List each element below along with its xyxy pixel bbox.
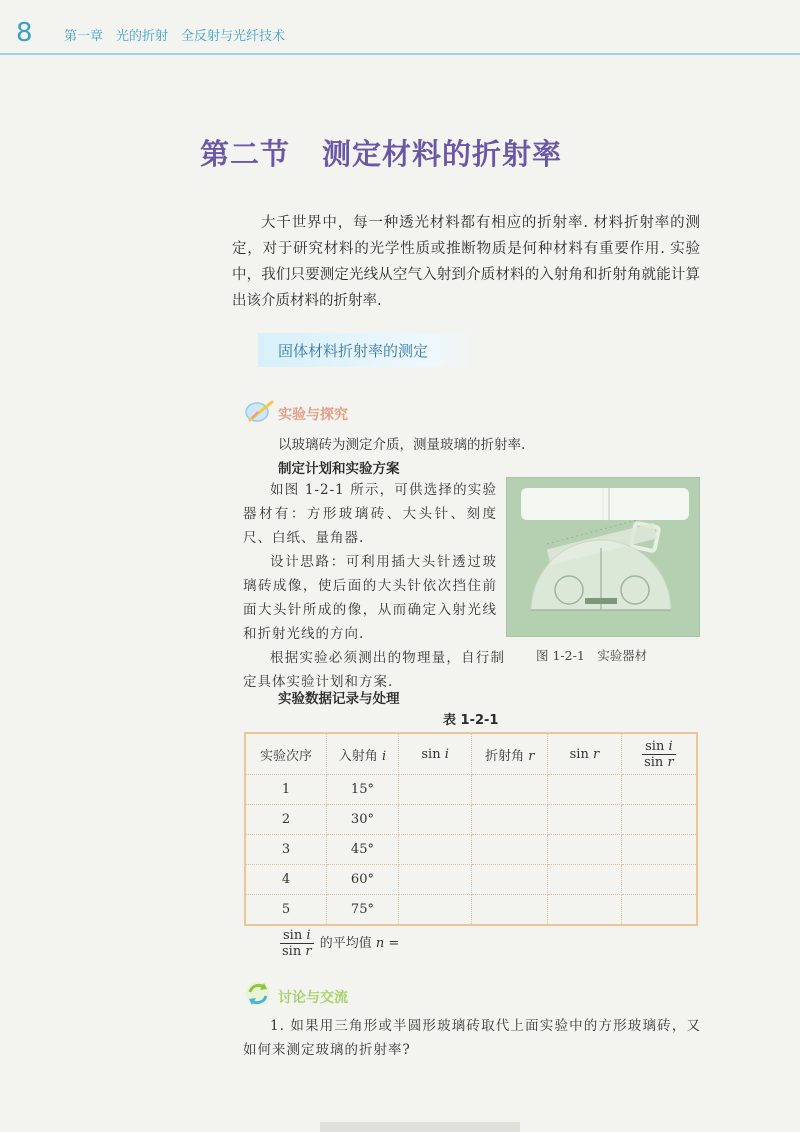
table-row <box>245 895 697 926</box>
experiment-label: 实验与探究 <box>278 407 348 423</box>
table-row <box>245 805 697 835</box>
plan-text <box>243 478 505 694</box>
avg-den-label: sin <box>282 944 302 959</box>
ratio-num-label: sin <box>645 738 665 754</box>
cell-trial: 5 <box>245 895 327 926</box>
header-sin-r-label: sin <box>569 746 589 762</box>
cell-empty[interactable] <box>472 835 548 865</box>
plan-heading: 制定计划和实验方案 <box>278 461 400 477</box>
page-number: 8 <box>16 18 33 48</box>
header-refraction-label: 折射角 <box>485 748 525 764</box>
cell-empty[interactable] <box>398 775 472 805</box>
cell-empty[interactable] <box>472 895 548 926</box>
header-refraction <box>472 733 548 775</box>
cell-empty[interactable] <box>472 805 548 835</box>
header-sin-r-var: r <box>592 746 600 762</box>
cell-angle: 15° <box>327 775 399 805</box>
discussion-label: 讨论与交流 <box>278 990 348 1006</box>
cell-angle: 30° <box>327 805 399 835</box>
plan-paragraph: 根据实验必须测出的物理量，自行制定具体实验计划和方案. <box>243 650 505 690</box>
header-incidence <box>327 733 399 775</box>
cell-empty[interactable] <box>548 805 622 835</box>
header-ratio <box>621 733 697 775</box>
cell-empty[interactable] <box>621 775 697 805</box>
page-bottom-edge <box>320 1122 520 1132</box>
average-var: n <box>375 936 385 951</box>
cell-empty[interactable] <box>472 775 548 805</box>
section-title <box>200 132 562 173</box>
cell-empty[interactable] <box>548 835 622 865</box>
average-text: 的平均值 <box>319 936 372 951</box>
avg-num-label: sin <box>283 928 303 943</box>
section-name: 测定材料的折射率 <box>322 137 563 171</box>
discussion-arrows-icon <box>244 980 272 1008</box>
subsection-title: 固体材料折射率的测定 <box>278 342 429 360</box>
ratio-den-var: r <box>667 754 674 770</box>
subsection-banner <box>258 333 486 367</box>
experiment-purpose: 以玻璃砖为测定介质，测量玻璃的折射率. <box>278 437 526 453</box>
cell-empty[interactable] <box>548 775 622 805</box>
header-refraction-var: r <box>528 748 535 764</box>
section-number: 第二节 <box>200 137 291 171</box>
plan-paragraph: 如图 1-2-1 所示，可供选择的实验器材有：方形玻璃砖、大头针、刻度尺、白纸、量角器. <box>243 482 497 546</box>
cell-empty[interactable] <box>398 895 472 926</box>
cell-angle: 75° <box>327 895 399 926</box>
avg-den-var: r <box>305 944 312 959</box>
cell-empty[interactable] <box>621 805 697 835</box>
cell-empty[interactable] <box>398 865 472 895</box>
header-sin-i-label: sin <box>421 746 441 762</box>
ratio-num-var: i <box>668 738 673 754</box>
header-sin-r <box>548 733 622 775</box>
intro-paragraph: 大千世界中，每一种透光材料都有相应的折射率. 材料折射率的测定，对于研究材料的光学性质或推断物质是何种材料有重要作用. 实验中，我们只要测定光线从空气入射到介质材料的入射角和折射角就能计算出该介质材料的折射率. <box>232 215 700 309</box>
cell-trial: 4 <box>245 865 327 895</box>
cell-empty[interactable] <box>548 865 622 895</box>
cell-empty[interactable] <box>621 865 697 895</box>
average-fraction <box>280 928 314 959</box>
ratio-den-label: sin <box>644 754 664 770</box>
table-row <box>245 775 697 805</box>
header-incidence-label: 入射角 <box>338 748 378 764</box>
table-header-row <box>245 733 697 775</box>
chapter-header: 第一章 光的折射 全反射与光纤技术 <box>64 29 286 44</box>
header-trial: 实验次序 <box>245 733 327 775</box>
cell-trial: 2 <box>245 805 327 835</box>
cell-empty[interactable] <box>398 805 472 835</box>
average-line <box>280 928 399 959</box>
figure-caption: 图 1-2-1 实验器材 <box>536 648 648 663</box>
plan-paragraph: 设计思路：可利用插大头针透过玻璃砖成像，使后面的大头针依次挡住前面大头针所成的像，从而确定入射光线和折射光线的方向. <box>243 554 497 642</box>
equipment-photo <box>506 477 700 637</box>
discussion-question: 1. 如果用三角形或半圆形玻璃砖取代上面实验中的方形玻璃砖，又如何来测定玻璃的折射率? <box>243 1018 701 1058</box>
cell-empty[interactable] <box>398 835 472 865</box>
avg-num-var: i <box>306 928 311 943</box>
cell-trial: 3 <box>245 835 327 865</box>
magnifier-flask-icon <box>244 398 276 426</box>
header-sin-i <box>398 733 472 775</box>
cell-angle: 60° <box>327 865 399 895</box>
cell-empty[interactable] <box>548 895 622 926</box>
cell-empty[interactable] <box>472 865 548 895</box>
table-row <box>245 835 697 865</box>
header-incidence-var: i <box>381 748 387 764</box>
table-row <box>245 865 697 895</box>
table-caption: 表 1-2-1 <box>443 713 499 728</box>
cell-empty[interactable] <box>621 895 697 926</box>
header-sin-i-var: i <box>444 746 449 762</box>
cell-angle: 45° <box>327 835 399 865</box>
cell-empty[interactable] <box>621 835 697 865</box>
average-equals: = <box>388 936 400 951</box>
cell-trial: 1 <box>245 775 327 805</box>
data-table <box>244 732 698 926</box>
ratio-fraction <box>642 739 676 770</box>
header-rule <box>0 53 800 55</box>
data-heading: 实验数据记录与处理 <box>278 691 400 707</box>
